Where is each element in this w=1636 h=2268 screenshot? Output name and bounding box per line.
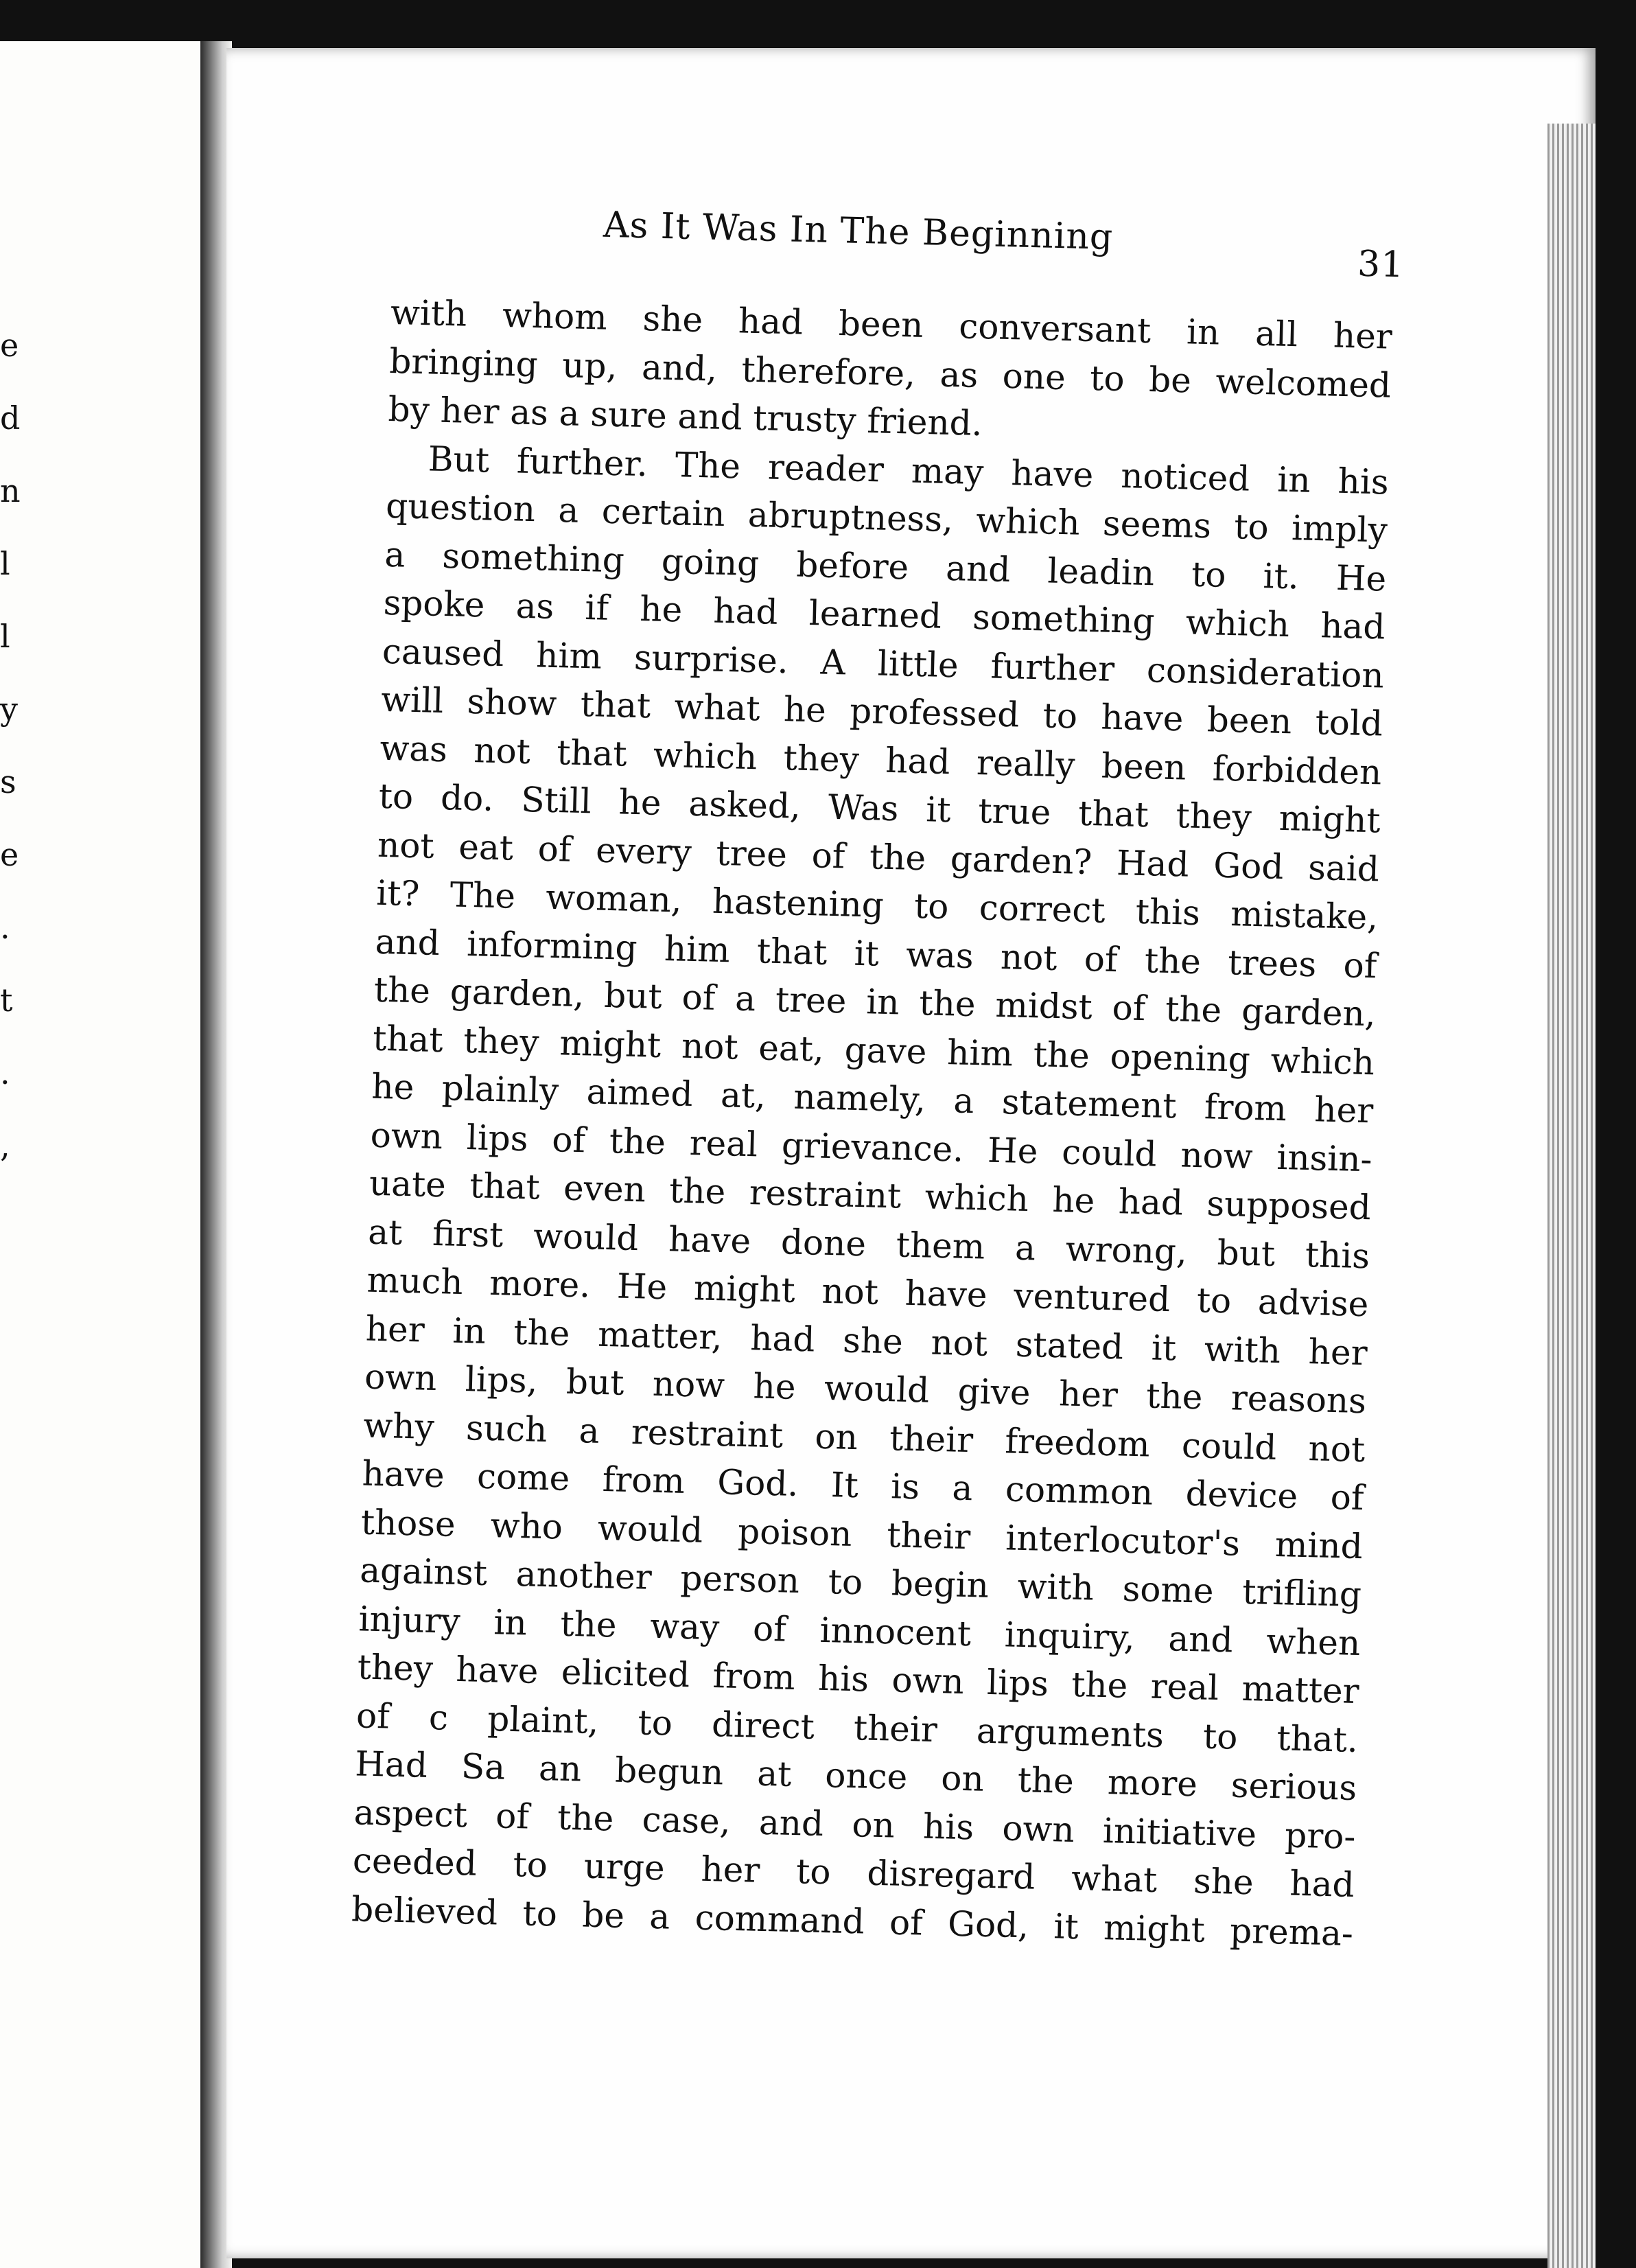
page-number: 31 <box>1357 243 1405 286</box>
clipped-char: , <box>0 1127 10 1164</box>
text-line: her in the matter, had she not stated it with her <box>365 1308 1368 1373</box>
text-line: they have elicited from his own lips the real matter <box>357 1647 1360 1712</box>
text-line: those who would poison their interlocutor's mind <box>360 1501 1364 1566</box>
text-line: with whom she had been conversant in all her <box>390 292 1393 357</box>
text-line: the garden, but of a tree in the midst of the garden, <box>373 969 1377 1034</box>
text-line: at first would have done them a wrong, but this <box>367 1212 1370 1276</box>
clipped-char: e <box>0 836 19 873</box>
previous-page-edge <box>0 41 204 2268</box>
text-line: against another person to begin with some trifling <box>359 1550 1362 1615</box>
text-line: a something going before and leadin to it. He <box>384 534 1387 599</box>
text-line: aspect of the case, and on his own initiative pro- <box>353 1792 1357 1857</box>
running-head-title: As It Was In The Beginning <box>603 204 1114 258</box>
text-line: uate that even the restraint which he had supposed <box>369 1163 1372 1228</box>
clipped-char: y <box>0 691 18 728</box>
text-line: by her as a sure and trusty friend. <box>387 389 983 444</box>
clipped-char: l <box>0 618 10 655</box>
text-line: believed to be a command of God, it might prema- <box>351 1888 1354 1954</box>
text-line: own lips of the real grievance. He could now insin- <box>370 1115 1373 1179</box>
text-line: will show that what he professed to have been told <box>380 679 1383 744</box>
text-line: and informing him that it was not of the trees of <box>375 921 1378 986</box>
text-line: he plainly aimed at, namely, a statement from her <box>371 1066 1374 1131</box>
text-line: But further. The reader may have noticed in his <box>428 438 1390 502</box>
page-stack-edge <box>1547 124 1596 2268</box>
clipped-char: t <box>0 982 13 1019</box>
clipped-char: s <box>0 763 16 800</box>
text-line: caused him surprise. A little further consideration <box>382 631 1385 696</box>
text-line: ceeded to urge her to disregard what she had <box>352 1840 1355 1905</box>
text-line: bringing up, and, therefore, as one to be welcomed <box>388 340 1392 406</box>
clipped-char: . <box>0 909 10 946</box>
text-line: of c plaint, to direct their arguments to that. <box>355 1695 1359 1760</box>
body-text <box>351 288 1392 1958</box>
text-line: was not that which they had really been forbidden <box>379 728 1382 792</box>
text-line: question a certain abruptness, which seems to imply <box>385 485 1388 551</box>
clipped-char: d <box>0 400 21 437</box>
text-line: much more. He might not have ventured to advise <box>366 1260 1369 1325</box>
clipped-char: e <box>0 327 19 364</box>
text-line: that they might not eat, gave him the opening which <box>372 1018 1375 1083</box>
text-line: Had Sa an begun at once on the more serious <box>354 1744 1357 1809</box>
clipped-char: n <box>0 472 21 509</box>
text-line: own lips, but now he would give her the reasons <box>364 1356 1367 1422</box>
text-line: not eat of every tree of the garden? Had God said <box>377 824 1380 889</box>
text-line: injury in the way of innocent inquiry, and when <box>358 1598 1361 1663</box>
clipped-char: l <box>0 545 10 582</box>
text-line: it? The woman, hastening to correct this mistake, <box>375 872 1379 938</box>
text-line: spoke as if he had learned something which had <box>383 582 1386 647</box>
text-line: to do. Still he asked, Was it true that they might <box>378 776 1381 841</box>
previous-page-clipped-text <box>0 309 27 1182</box>
clipped-char: . <box>0 1054 10 1091</box>
text-line: have come from God. It is a common device of <box>362 1453 1365 1518</box>
text-line: why such a restraint on their freedom could not <box>362 1405 1366 1470</box>
